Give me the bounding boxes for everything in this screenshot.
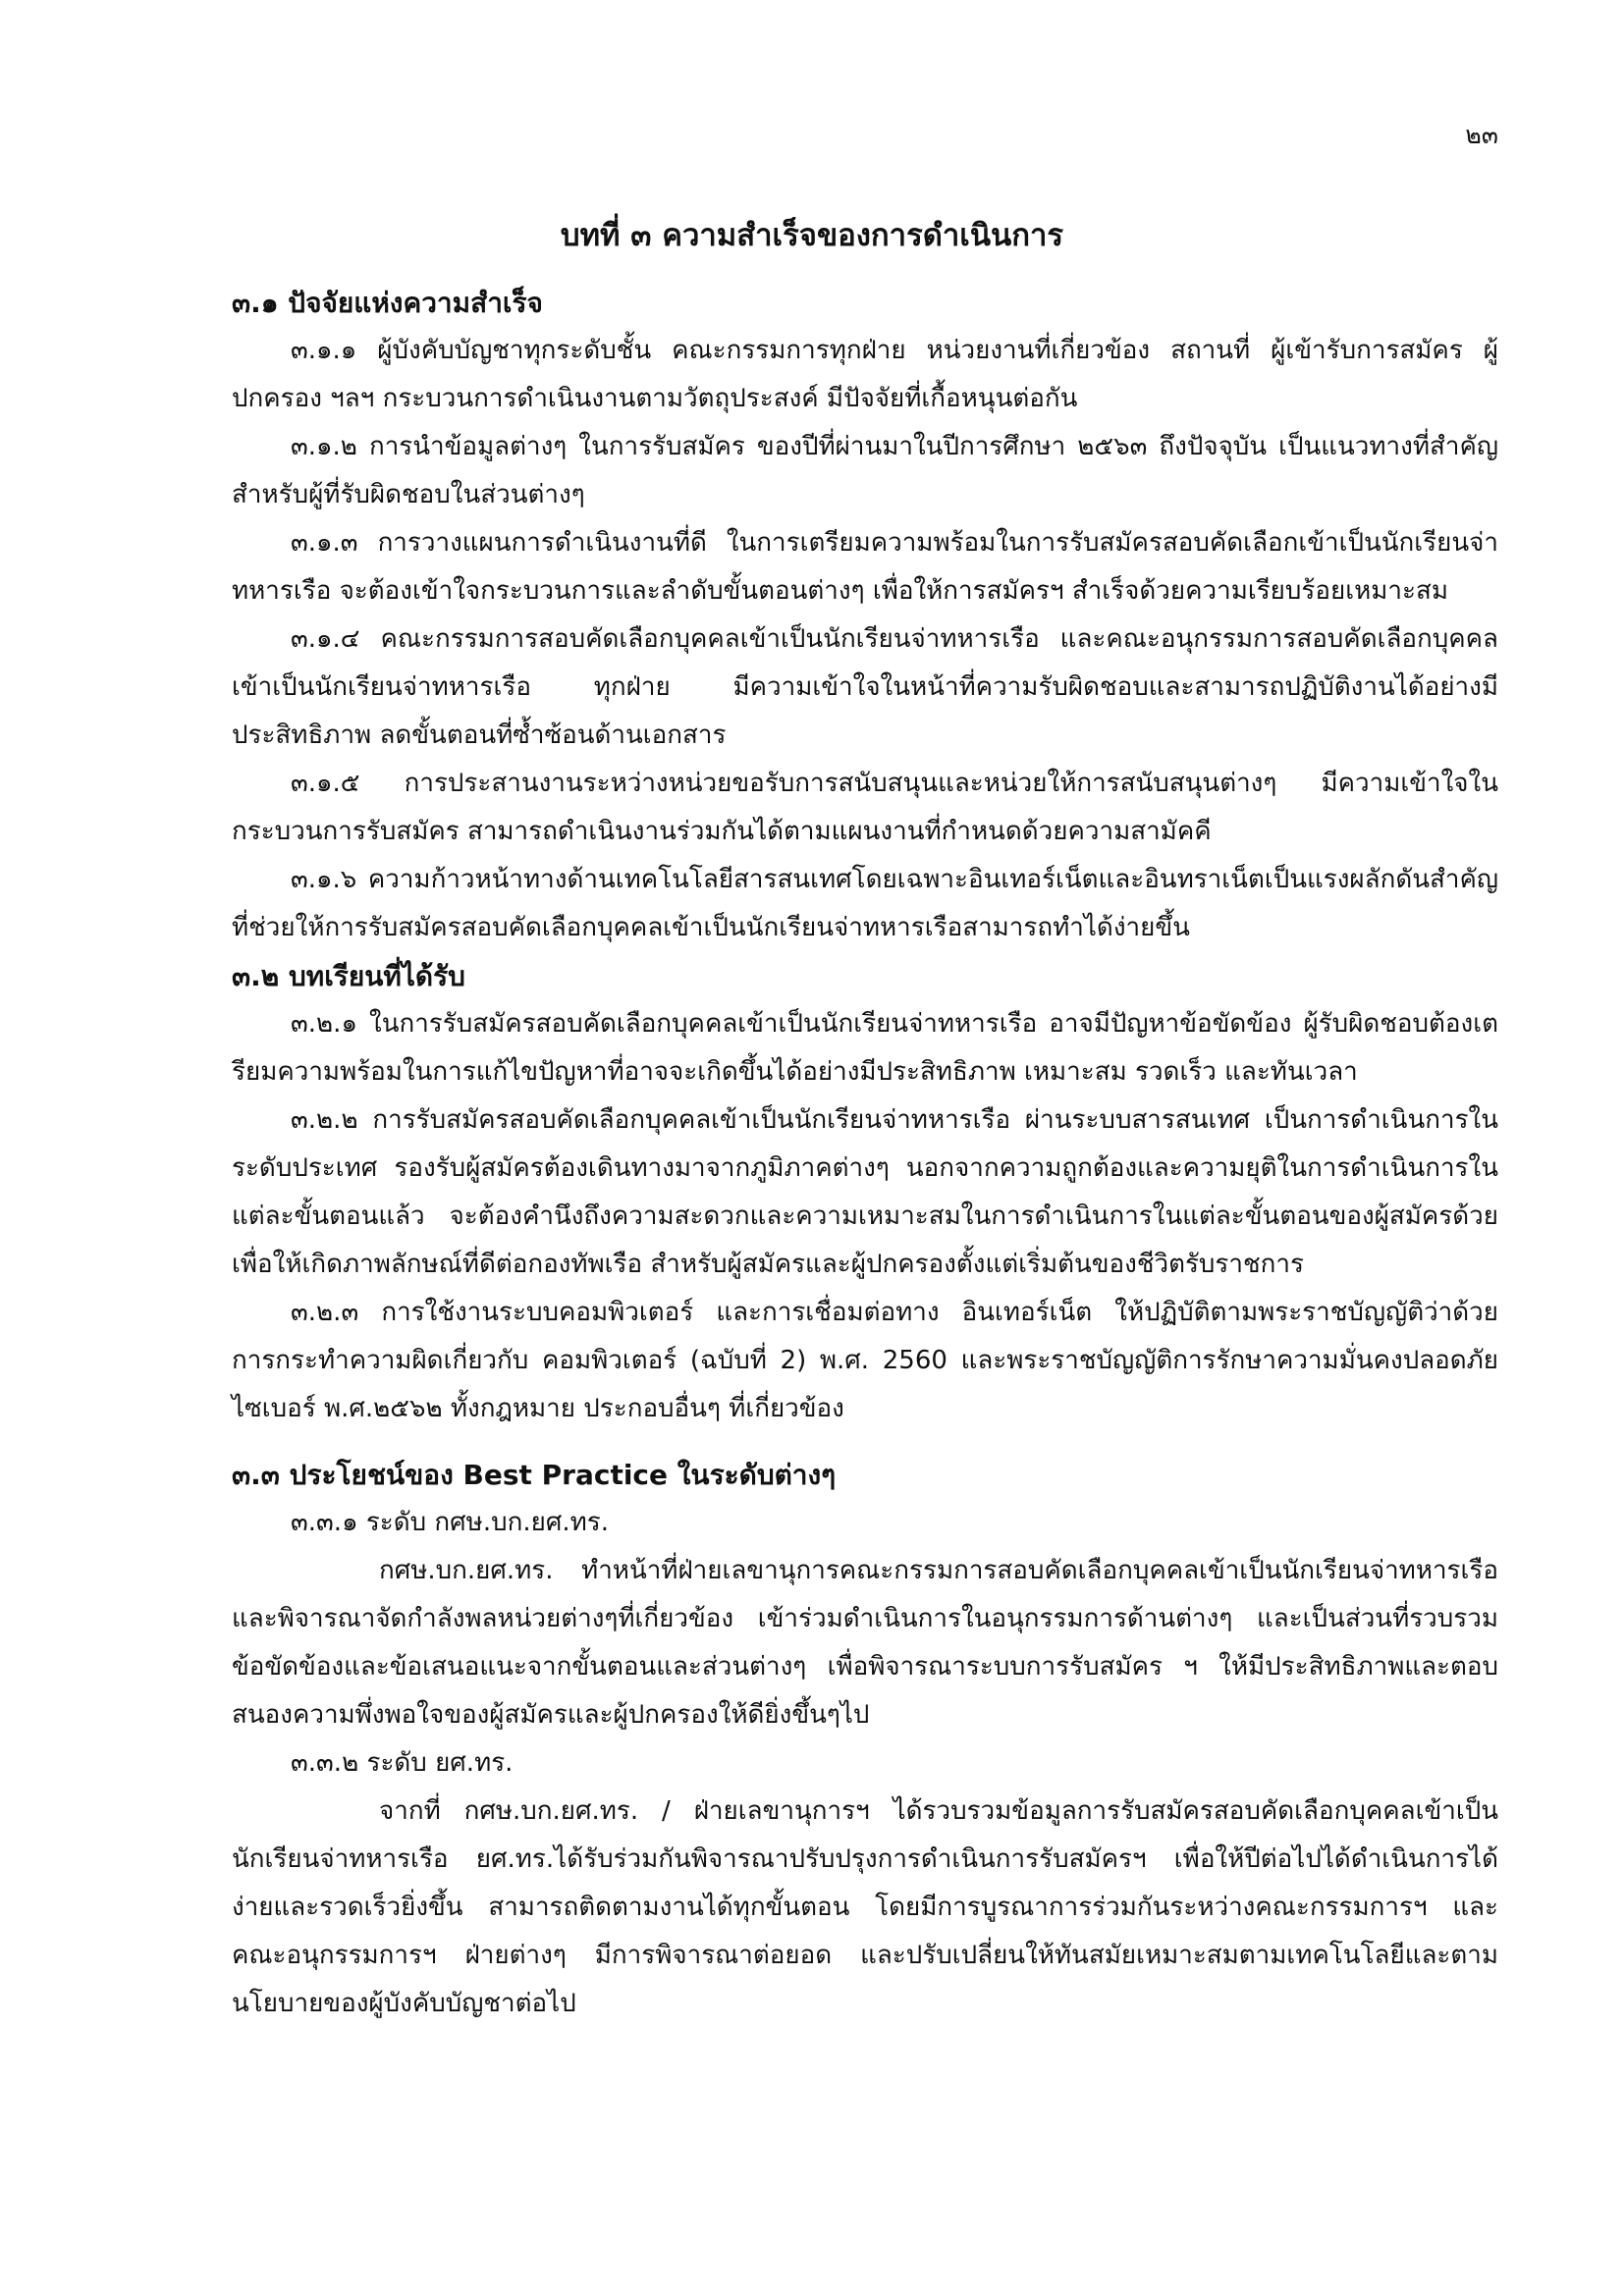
paragraph-3-2-2: ๓.๒.๒ การรับสมัครสอบคัดเลือกบุคคลเข้าเป็นนักเรียนจ่าทหารเรือ ผ่านระบบสารสนเทศ เป็นการดำเนินการในระดับประเทศ รองรับผู้สมัครต้องเดินทางมาจากภูมิภาคต่างๆ นอกจากความถูกต้องและความยุติในการดำเนินการในแต่ละขั้นตอนแล้ว จะต้องคำนึงถึงความสะดวกและความเหมาะสมในการดำเนินการในแต่ละขั้นตอนของผู้สมัครด้วย เพื่อให้เกิดภาพลักษณ์ที่ดีต่อกองทัพเรือ สำหรับผู้สมัครและผู้ปกครองตั้งแต่เริ่มต้นของชีวิตรับราชการ bbox=[232, 1105, 1498, 1279]
paragraph-3-1-4: ๓.๑.๔ คณะกรรมการสอบคัดเลือกบุคคลเข้าเป็นนักเรียนจ่าทหารเรือ และคณะอนุกรรมการสอบคัดเลือกบุคคลเข้าเป็นนักเรียนจ่าทหารเรือ ทุกฝ่าย มีความเข้าใจในหน้าที่ความรับผิดชอบและสามารถปฏิบัติงานได้อย่างมีประสิทธิภาพ ลดขั้นตอนที่ซ้ำซ้อนด้านเอกสาร bbox=[232, 624, 1498, 750]
section-heading-3-3: ๓.๓ ประโยชน์ของ Best Practice ในระดับต่างๆ bbox=[232, 1459, 837, 1491]
section-heading-3-1: ๓.๑ ปัจจัยแห่งความสำเร็จ bbox=[232, 287, 543, 319]
chapter-title: บทที่ ๓ ความสำเร็จของการดำเนินการ bbox=[560, 218, 1064, 253]
paragraph-3-3-2: จากที่ กศษ.บก.ยศ.ทร. / ฝ่ายเลขานุการฯ ได้รวบรวมข้อมูลการรับสมัครสอบคัดเลือกบุคคลเข้าเป็นนักเรียนจ่าทหารเรือ ยศ.ทร.ได้รับร่วมกันพิจารณาปรับปรุงการดำเนินการรับสมัครฯ เพื่อให้ปีต่อไปได้ดำเนินการได้ง่ายและรวดเร็วยิ่งขึ้น สามารถติดตามงานได้ทุกขั้นตอน โดยมีการบูรณาการร่วมกันระหว่างคณะกรรมการฯ และคณะอนุกรรมการฯ ฝ่ายต่างๆ มีการพิจารณาต่อยอด และปรับเปลี่ยนให้ทันสมัยเหมาะสมตามเทคโนโลยีและตามนโยบายของผู้บังคับบัญชาต่อไป bbox=[232, 1796, 1498, 2018]
page-number: ๒๓ bbox=[1465, 121, 1498, 149]
paragraph-3-1-2: ๓.๑.๒ การนำข้อมูลต่างๆ ในการรับสมัคร ของปีที่ผ่านมาในปีการศึกษา ๒๕๖๓ ถึงปัจจุบัน เป็นแนวทางที่สำคัญสำหรับผู้ที่รับผิดชอบในส่วนต่างๆ bbox=[232, 432, 1498, 509]
paragraph-3-1-5: ๓.๑.๕ การประสานงานระหว่างหน่วยขอรับการสนับสนุนและหน่วยให้การสนับสนุนต่างๆ มีความเข้าใจในกระบวนการรับสมัคร สามารถดำเนินงานร่วมกันได้ตามแผนงานที่กำหนดด้วยความสามัคคี bbox=[232, 769, 1498, 846]
document-body bbox=[232, 279, 1498, 2028]
paragraph-3-1-6: ๓.๑.๖ ความก้าวหน้าทางด้านเทคโนโลยีสารสนเทศโดยเฉพาะอินเทอร์เน็ตและอินทราเน็ตเป็นแรงผลักดันสำคัญที่ช่วยให้การรับสมัครสอบคัดเลือกบุคคลเข้าเป็นนักเรียนจ่าทหารเรือสามารถทำได้ง่ายขึ้น bbox=[232, 865, 1498, 942]
paragraph-3-2-3: ๓.๒.๓ การใช้งานระบบคอมพิวเตอร์ และการเชื่อมต่อทาง อินเทอร์เน็ต ให้ปฏิบัติตามพระราชบัญญัติว่าด้วยการกระทำความผิดเกี่ยวกับ คอมพิวเตอร์ (ฉบับที่ 2) พ.ศ. 2560 และพระราชบัญญัติการรักษาความมั่นคงปลอดภัยไซเบอร์ พ.ศ.๒๕๖๒ ทั้งกฎหมาย ประกอบอื่นๆ ที่เกี่ยวข้อง bbox=[232, 1298, 1498, 1423]
paragraph-3-1-3: ๓.๑.๓ การวางแผนการดำเนินงานที่ดี ในการเตรียมความพร้อมในการรับสมัครสอบคัดเลือกเข้าเป็นนักเรียนจ่าทหารเรือ จะต้องเข้าใจกระบวนการและลำดับขั้นตอนต่างๆ เพื่อให้การสมัครฯ สำเร็จด้วยความเรียบร้อยเหมาะสม bbox=[232, 528, 1498, 606]
section-heading-3-2: ๓.๒ บทเรียนที่ได้รับ bbox=[232, 960, 465, 992]
subheading-3-3-1: ๓.๓.๑ ระดับ กศษ.บก.ยศ.ทร. bbox=[291, 1508, 609, 1537]
subheading-3-3-2: ๓.๓.๒ ระดับ ยศ.ทร. bbox=[291, 1748, 514, 1778]
paragraph-3-3-1: กศษ.บก.ยศ.ทร. ทำหน้าที่ฝ่ายเลขานุการคณะกรรมการสอบคัดเลือกบุคคลเข้าเป็นนักเรียนจ่าทหารเรือและพิจารณาจัดกำลังพลหน่วยต่างๆที่เกี่ยวข้อง เข้าร่วมดำเนินการในอนุกรรมการด้านต่างๆ และเป็นส่วนที่รวบรวมข้อขัดข้องและข้อเสนอแนะจากขั้นตอนและส่วนต่างๆ เพื่อพิจารณาระบบการรับสมัคร ฯ ให้มีประสิทธิภาพและตอบสนองความพึ่งพอใจของผู้สมัครและผู้ปกครองให้ดียิ่งขึ้นๆไป bbox=[232, 1556, 1498, 1730]
paragraph-3-1-1: ๓.๑.๑ ผู้บังคับบัญชาทุกระดับชั้น คณะกรรมการทุกฝ่าย หน่วยงานที่เกี่ยวข้อง สถานที่ ผู้เข้ารับการสมัคร ผู้ปกครอง ฯลฯ กระบวนการดำเนินงานตามวัตถุประสงค์ มีปัจจัยที่เกื้อหนุนต่อกัน bbox=[232, 336, 1498, 413]
paragraph-3-2-1: ๓.๒.๑ ในการรับสมัครสอบคัดเลือกบุคคลเข้าเป็นนักเรียนจ่าทหารเรือ อาจมีปัญหาข้อขัดข้อง ผู้รับผิดชอบต้องเตรียมความพร้อมในการแก้ไขปัญหาที่อาจจะเกิดขึ้นได้อย่างมีประสิทธิภาพ เหมาะสม รวดเร็ว และทันเวลา bbox=[232, 1009, 1498, 1087]
